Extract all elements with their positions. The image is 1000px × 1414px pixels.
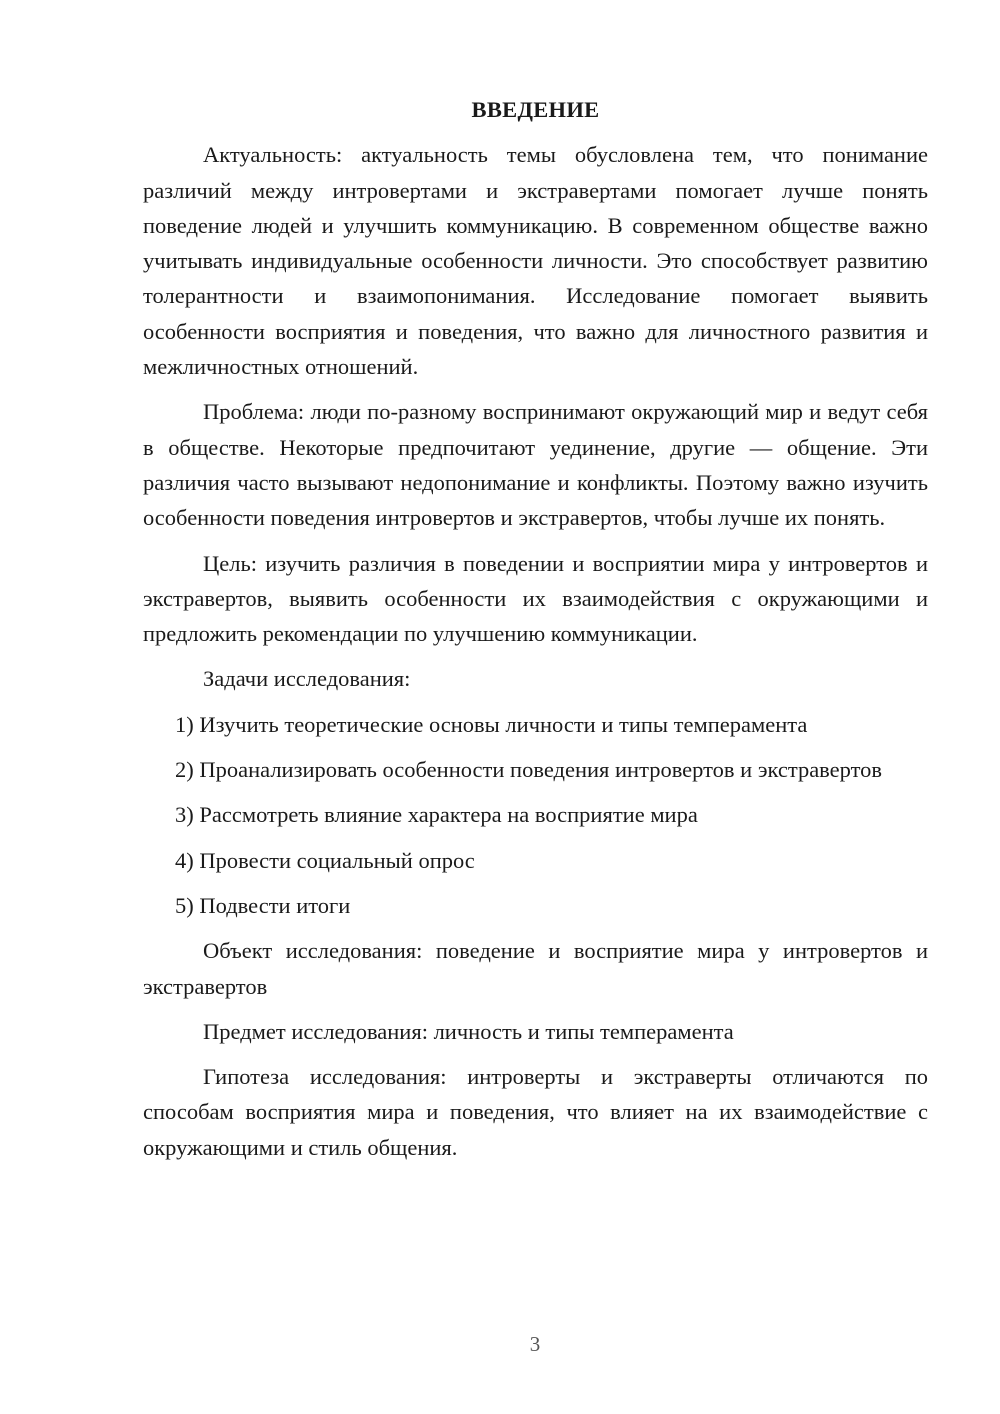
object-paragraph: Объект исследования: поведение и восприятие мира у интровертов и экстравертов bbox=[143, 938, 928, 999]
document-body bbox=[143, 92, 928, 1175]
task-item-4: 4) Провести социальный опрос bbox=[175, 847, 475, 873]
hypothesis-paragraph: Гипотеза исследования: интроверты и экстраверты отличаются по способам восприятия мира и поведения, что влияет на их взаимодействие с окружающими и стиль общения. bbox=[143, 1064, 928, 1160]
task-item-1: 1) Изучить теоретические основы личности и типы темперамента bbox=[175, 711, 808, 737]
section-title: ВВЕДЕНИЕ bbox=[471, 97, 600, 122]
tasks-heading: Задачи исследования: bbox=[203, 666, 411, 692]
problem-paragraph: Проблема: люди по-разному воспринимают окружающий мир и ведут себя в обществе. Некоторые предпочитают уединение, другие — общение. Эти различия часто вызывают недопонимание и конфликты. Поэтому важно изучить особенности поведения интровертов и экстравертов, чтобы лучше их понять. bbox=[143, 399, 928, 531]
relevance-paragraph: Актуальность: актуальность темы обусловлена тем, что понимание различий между интровертами и экстравертами помогает лучше понять поведение людей и улучшить коммуникацию. В современном обществе важно учитывать индивидуальные особенности личности. Это способствует развитию толерантности и взаимопонимания. Исследование помогает выявить особенности восприятия и поведения, что важно для личностного развития и межличностных отношений. bbox=[143, 142, 928, 380]
subject-paragraph: Предмет исследования: личность и типы темперамента bbox=[203, 1018, 734, 1044]
task-item-2: 2) Проанализировать особенности поведения интровертов и экстравертов bbox=[175, 757, 883, 783]
task-item-5: 5) Подвести итоги bbox=[175, 892, 351, 918]
page-number: 3 bbox=[529, 1332, 541, 1356]
task-item-3: 3) Рассмотреть влияние характера на восприятие мира bbox=[175, 802, 698, 828]
goal-paragraph: Цель: изучить различия в поведении и восприятии мира у интровертов и экстравертов, выявить особенности их взаимодействия с окружающими и предложить рекомендации по улучшению коммуникации. bbox=[143, 550, 928, 647]
